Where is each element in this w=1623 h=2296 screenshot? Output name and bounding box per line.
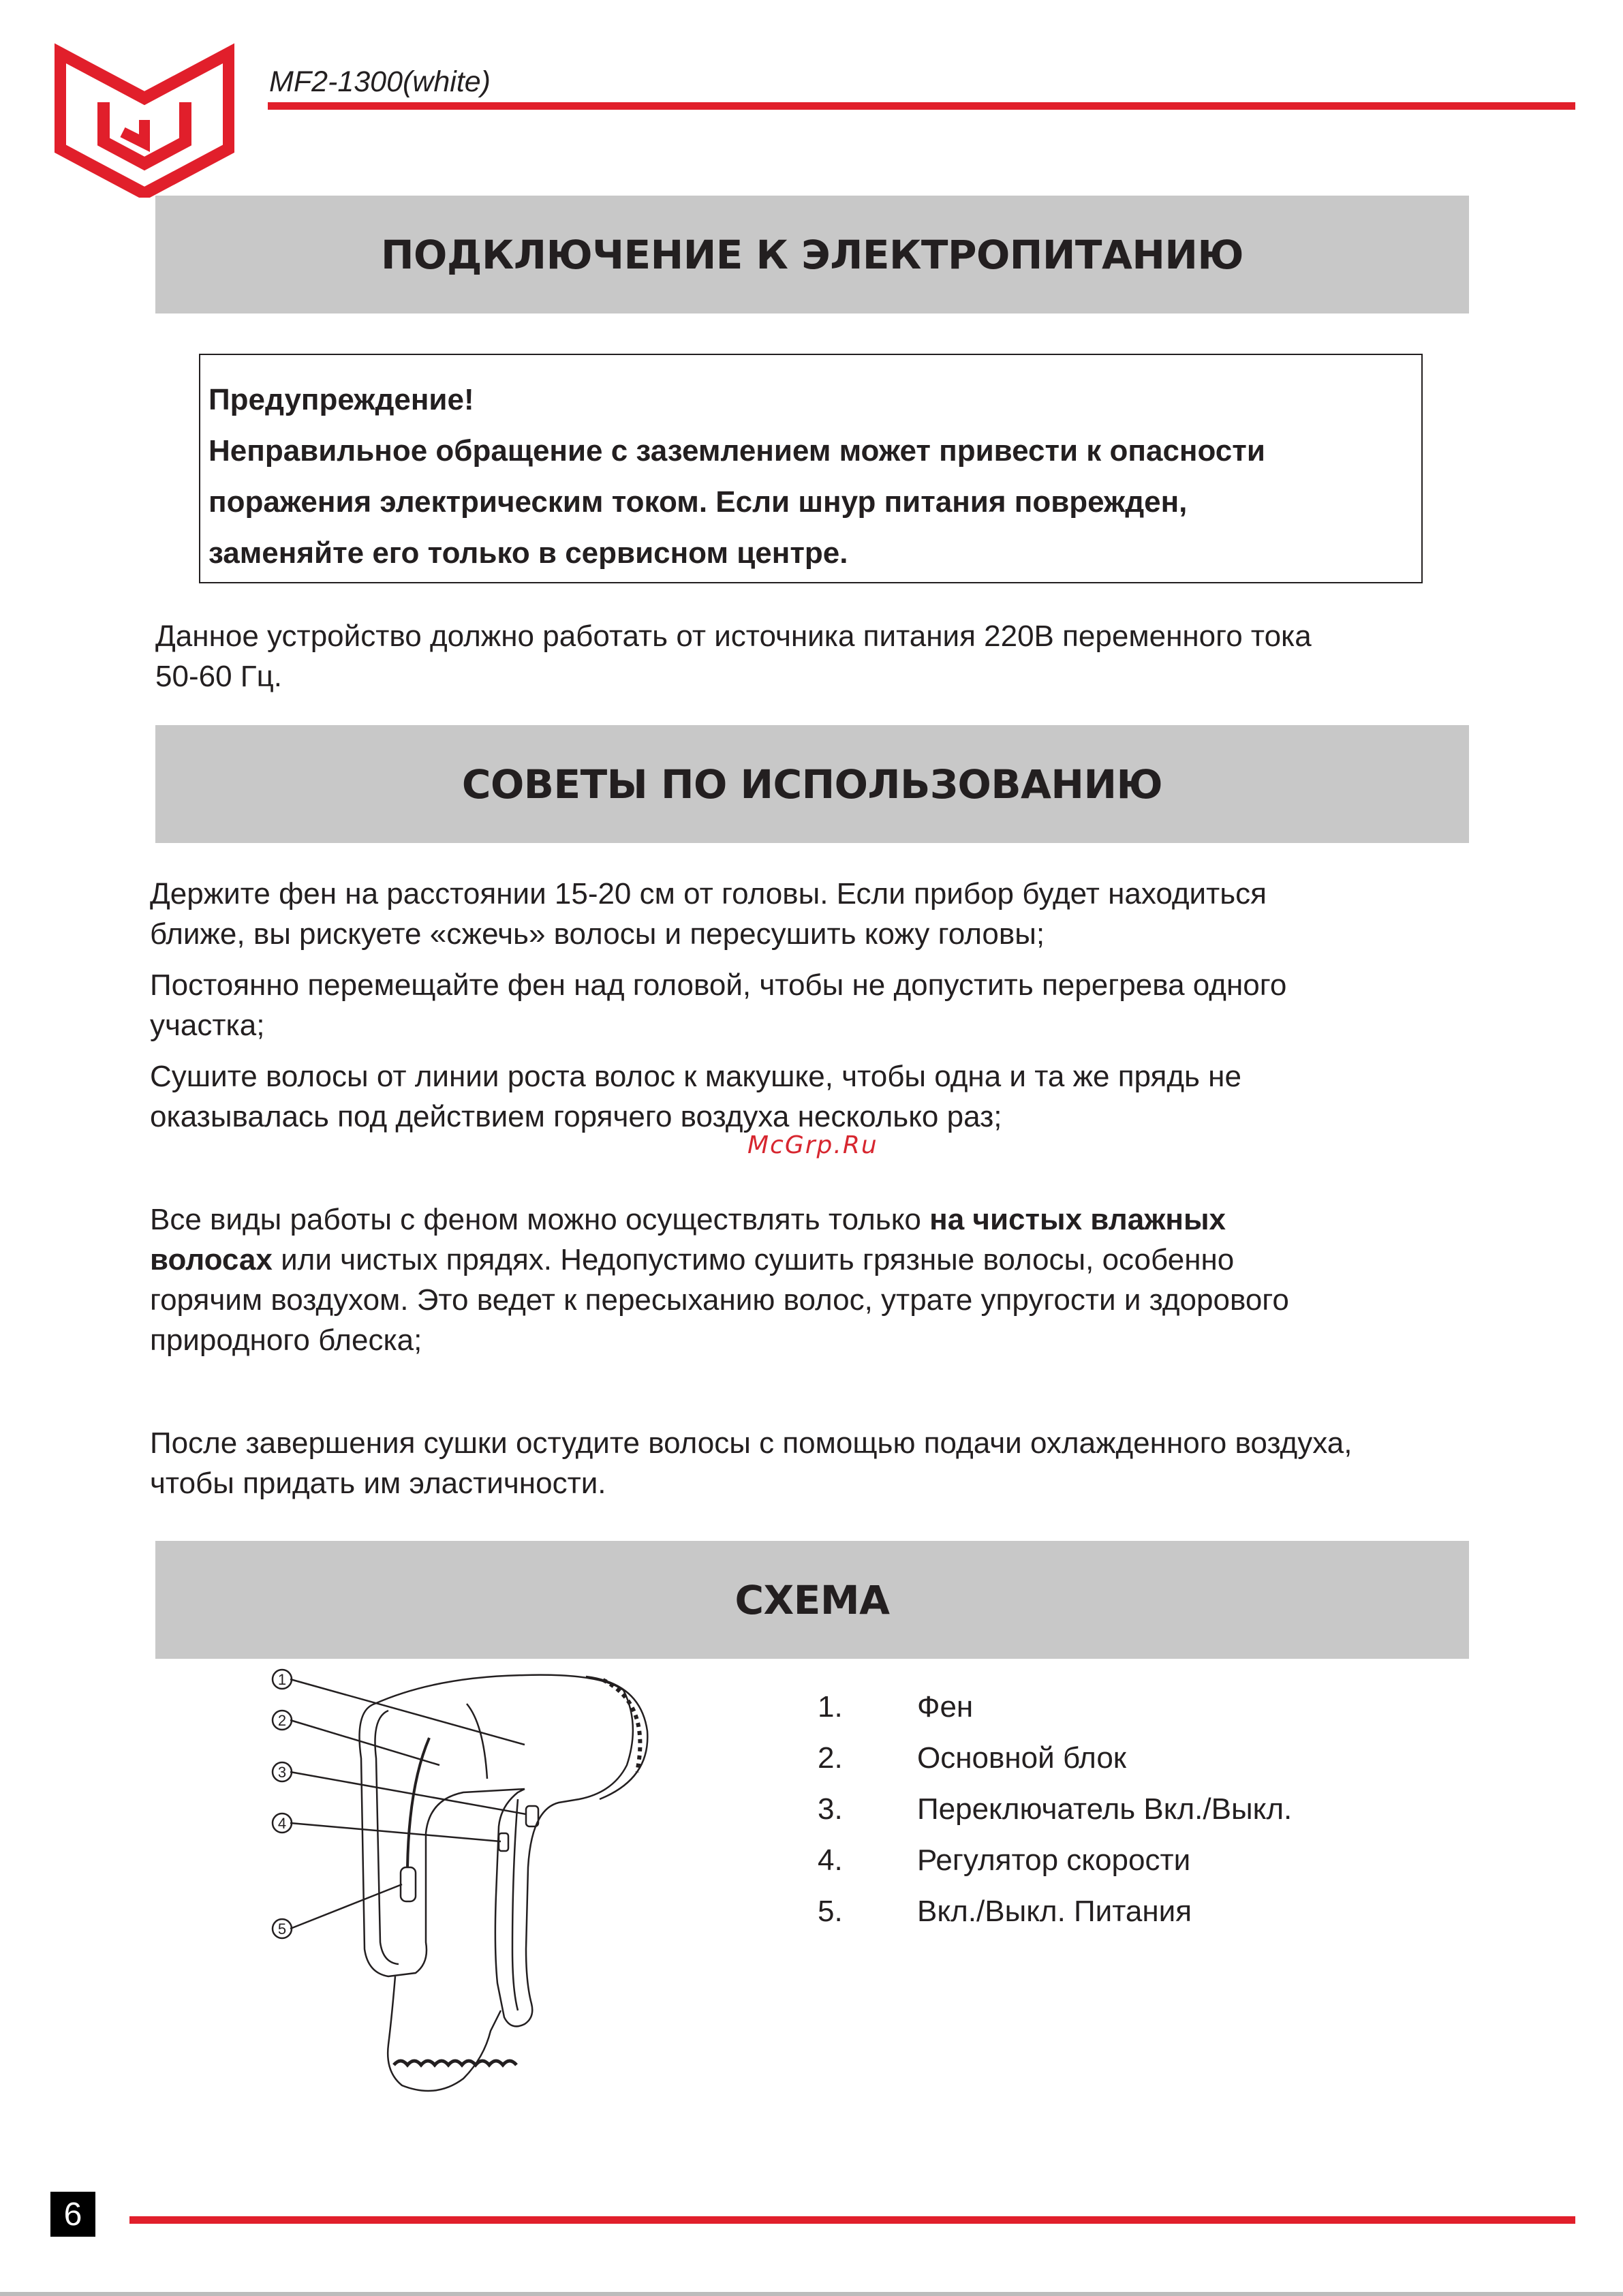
callout-2: 2 — [277, 1712, 287, 1729]
warning-box — [199, 354, 1423, 583]
model-name: MF2-1300(white) — [269, 65, 491, 98]
section-banner-tips — [155, 725, 1469, 843]
section-banner-power — [155, 196, 1469, 313]
tip-cool-down: После завершения сушки остудите волосы с помощью подачи охлажденного воздуха, чтобы придать им эластичности. — [150, 1426, 1352, 1500]
tip-clean-hair: Все виды работы с феном можно осуществлять только на чистых влажных волосах или чистых прядях. Недопустимо сушить грязные волосы, особенно горячим воздухом. Это ведет к пересыханию волос, утрате упругости и здорового природного блеска; — [150, 1203, 1289, 1357]
warning-heading: Предупреждение! — [208, 383, 474, 416]
base-unit-outline — [360, 1704, 525, 1976]
callout-5: 5 — [277, 1920, 287, 1938]
header-rule — [268, 102, 1575, 110]
list-item: 1. Фен — [818, 1690, 974, 1724]
page-number: 6 — [50, 2192, 95, 2237]
hair-dryer-diagram — [259, 1663, 709, 2154]
power-requirements: Данное устройство должно работать от источника питания 220В переменного тока 50-60 Гц. — [155, 619, 1312, 693]
warning-line: поражения электрическим током. Если шнур питания поврежден, — [208, 485, 1188, 519]
tip-direction: Сушите волосы от линии роста волос к макушке, чтобы одна и та же прядь не оказывалась под действием горячего воздуха несколько раз; — [150, 1060, 1241, 1133]
brand-logo — [55, 40, 234, 198]
page-edge — [0, 2292, 1623, 2296]
callout-1: 1 — [277, 1671, 287, 1688]
tip-distance: Держите фен на расстоянии 15-20 см от головы. Если прибор будет находиться ближе, вы рискуете «сжечь» волосы и пересушить кожу головы; — [150, 877, 1267, 951]
callout-3: 3 — [277, 1764, 287, 1781]
footer-rule — [129, 2216, 1575, 2224]
dryer-handle-line — [512, 1799, 518, 2010]
dryer-grille — [603, 1680, 640, 1772]
parts-list — [818, 1690, 1292, 1946]
dryer-seam — [467, 1704, 487, 1779]
tip-move: Постоянно перемещайте фен над головой, чтобы не допустить перегрева одного участка; — [150, 968, 1287, 1042]
power-cord — [388, 1976, 501, 2091]
cord-coil — [394, 2061, 516, 2065]
list-item: 5. Вкл./Выкл. Питания — [818, 1895, 1192, 1928]
power-switch-shape — [401, 1867, 416, 1901]
watermark: McGrp.Ru — [747, 1131, 878, 1159]
section-title-scheme: СХЕМА — [735, 1576, 890, 1623]
section-banner-scheme — [155, 1541, 1469, 1659]
warning-line: Неправильное обращение с заземлением может привести к опасности — [208, 434, 1265, 468]
callout-4: 4 — [277, 1815, 287, 1832]
list-item: 2. Основной блок — [818, 1741, 1127, 1775]
warning-line: заменяйте его только в сервисном центре. — [208, 536, 848, 570]
section-title-tips: СОВЕТЫ ПО ИСПОЛЬЗОВАНИЮ — [461, 761, 1163, 808]
section-title-power: ПОДКЛЮЧЕНИЕ К ЭЛЕКТРОПИТАНИЮ — [381, 231, 1243, 278]
list-item: 4. Регулятор скорости — [818, 1843, 1191, 1877]
list-item: 3. Переключатель Вкл./Выкл. — [818, 1792, 1293, 1826]
